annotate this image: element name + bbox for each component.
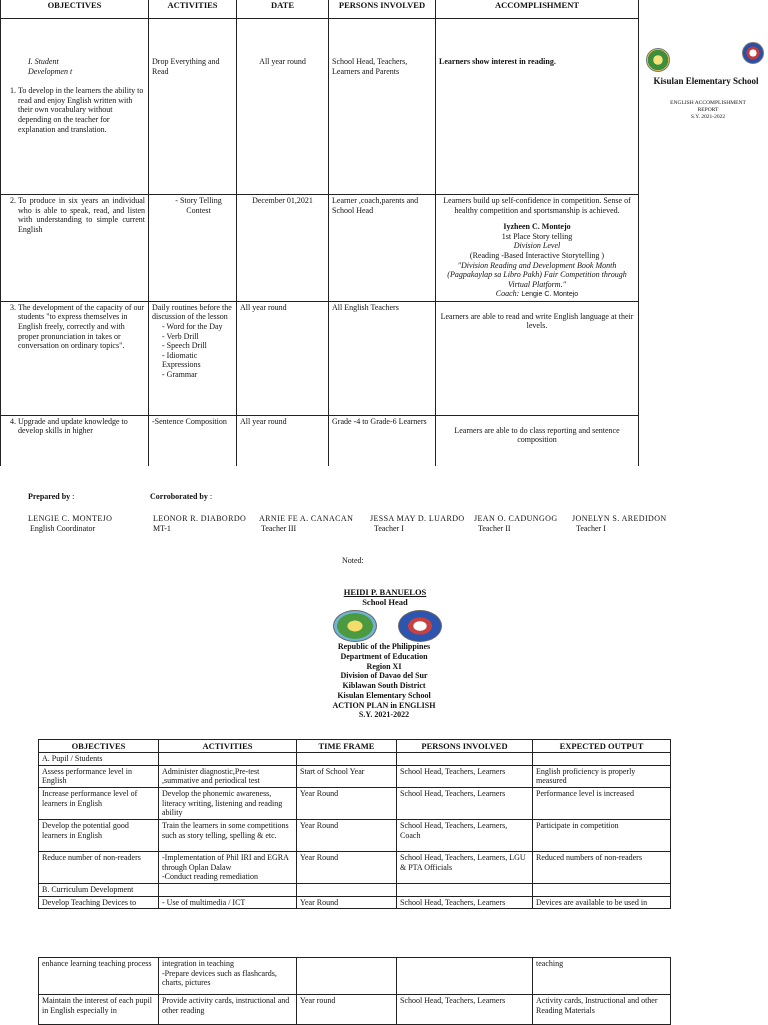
activity-text: -Sentence Composition (149, 415, 237, 466)
letterhead (284, 642, 484, 720)
plan-cell: Reduce number of non-readers (39, 851, 159, 883)
signatory-title: Teacher I (374, 524, 404, 533)
table-row (39, 896, 671, 909)
deped-seal (742, 42, 764, 64)
letterhead-line: Department of Education (340, 651, 428, 661)
letterhead-line: Republic of the Philippines (337, 642, 431, 651)
school-name: Kisulan Elementary School (653, 76, 759, 86)
school-head-title: School Head (362, 597, 408, 607)
school-head-name: HEIDI P. BANUELOS (343, 587, 427, 597)
plan-cell: Maintain the interest of each pupil in English especially in (39, 995, 159, 1025)
activity-item: - Speech Drill (162, 341, 233, 351)
plan-cell: School Head, Teachers, Learners (397, 787, 533, 819)
table-row (39, 819, 671, 851)
header-persons-involved: PERSONS INVOLVED (329, 0, 436, 19)
plan-cell: Develop the potential good learners in English (39, 819, 159, 851)
plan-cell: Year Round (297, 896, 397, 909)
plan-header-time-frame: TIME FRAME (297, 740, 397, 753)
plan-cell: School Head, Teachers, Learners (397, 896, 533, 909)
school-logo (333, 610, 377, 642)
objective-text: 4. Upgrade and update knowledge to develop skills in higher (18, 417, 145, 436)
header-date: DATE (237, 0, 329, 19)
activity-item: - Verb Drill (162, 332, 233, 342)
plan-cell (397, 958, 533, 995)
signatories-block (0, 490, 768, 540)
plan-header-activities: ACTIVITIES (159, 740, 297, 753)
corroborated-label: Corroborated by : (150, 492, 213, 501)
plan-cell: Year round (297, 995, 397, 1025)
activity-text: - Story Telling Contest (164, 196, 233, 215)
objective-text: 2. To produce in six years an individual who is able to speak, read, and listen with understanding to simple current English (18, 196, 145, 234)
plan-header-expected-output: EXPECTED OUTPUT (533, 740, 671, 753)
signatory-name: LENGIE C. MONTEJO (28, 514, 113, 523)
plan-cell: Train the learners in some competitions such as story telling, spelling & etc. (159, 819, 297, 851)
table-row (39, 958, 671, 995)
activity-text: Drop Everything and Read (149, 19, 237, 195)
date-text: December 01,2021 (237, 195, 329, 302)
plan-cell: teaching (533, 958, 671, 995)
signatory-name: JONELYN S. AREDIDON (572, 514, 667, 523)
table-row (1, 19, 639, 195)
accomplishment-text: Learners build up self-confidence in competition. Sense of healthy competition and sportsmanship is achieved. (443, 196, 631, 215)
plan-cell: English proficiency is properly measured (533, 765, 671, 787)
section-heading: I. Student Developmen t (28, 57, 73, 76)
letterhead-line: Division of Davao del Sur (340, 671, 428, 681)
plan-cell: - Use of multimedia / ICT (159, 896, 297, 909)
plan-cell: Increase performance level of learners in English (39, 787, 159, 819)
plan-cell: Performance level is increased (533, 787, 671, 819)
accomplishment-table (0, 0, 639, 466)
date-text: All year round (237, 415, 329, 466)
award-place: 1st Place Story telling (501, 231, 573, 241)
coach-label: Coach: (495, 289, 520, 299)
signatory-title: English Coordinator (30, 524, 96, 533)
signatory-name: JEAN O. CADUNGOG (474, 514, 558, 523)
action-plan-year: S.Y. 2021-2022 (358, 710, 410, 720)
date-text: All year round (237, 19, 329, 195)
plan-cell: Develop Teaching Devices to (39, 896, 159, 909)
plan-cell: School Head, Teachers, Learners, LGU & PTA Officials (397, 851, 533, 883)
header-activities: ACTIVITIES (149, 0, 237, 19)
noted-label: Noted: (342, 556, 364, 565)
persons-text: All English Teachers (329, 301, 436, 415)
plan-header-persons: PERSONS INVOLVED (397, 740, 533, 753)
coach-name: Lengie C. Montejo (521, 291, 579, 299)
table-row (1, 195, 639, 302)
section-label: B. Curriculum Development (39, 883, 159, 896)
school-side-box (640, 18, 768, 128)
plan-cell: -Implementation of Phil IRI and EGRA through Oplan Dalaw -Conduct reading remediation (159, 851, 297, 883)
action-plan-title: ACTION PLAN in ENGLISH (332, 700, 436, 710)
plan-cell: School Head, Teachers, Learners (397, 765, 533, 787)
plan-cell: Provide activity cards, instructional and other reading (159, 995, 297, 1025)
plan-cell: Reduced numbers of non-readers (533, 851, 671, 883)
plan-cell: School Head, Teachers, Learners (397, 995, 533, 1025)
plan-cell: Devices are available to be used in (533, 896, 671, 909)
signatory-name: LEONOR R. DIABORDO (153, 514, 247, 523)
award-level: Division Level (513, 241, 561, 251)
activity-intro: Daily routines before the discussion of the lesson (152, 302, 232, 322)
plan-cell: Participate in competition (533, 819, 671, 851)
section-label: A. Pupil / Students (39, 753, 159, 766)
header-objectives: OBJECTIVES (1, 0, 149, 19)
persons-text: School Head, Teachers, Learners and Parents (329, 19, 436, 195)
signatory-name: JESSA MAY D. LUARDO (370, 514, 465, 523)
signatory-title: Teacher III (261, 524, 297, 533)
table-row (39, 787, 671, 819)
awardee-name: Iyzheen C. Montejo (503, 222, 571, 232)
plan-cell: Administer diagnostic,Pre-test ,summative and periodical test (159, 765, 297, 787)
accomplishment-text: Learners show interest in reading. (436, 19, 639, 195)
plan-cell: School Head, Teachers, Learners, Coach (397, 819, 533, 851)
plan-cell (297, 958, 397, 995)
signatory-name: ARNIE FE A. CANACAN (259, 514, 354, 523)
table-row (1, 415, 639, 466)
school-year: S.Y. 2021-2022 (690, 114, 726, 120)
table-row (39, 851, 671, 883)
plan-header-objectives: OBJECTIVES (39, 740, 159, 753)
table-row (39, 995, 671, 1025)
award-event: "Division Reading and Development Book Month (Pagpakaylap sa Libro Pakh) Fair Competition through Virtual Platform." (447, 260, 627, 289)
plan-cell: Assess performance level in English (39, 765, 159, 787)
objective-text: 1. To develop in the learners the ability to read and enjoy English written with their own vocabulary without depending on the teacher for explanation and translation. (18, 86, 145, 134)
prepared-label: Prepared by : (28, 492, 75, 501)
plan-cell: Develop the phonemic awareness, literacy writing, listening and reading ability (159, 787, 297, 819)
accomplishment-text: Learners are able to do class reporting and sentence composition (436, 415, 639, 466)
table-row (39, 765, 671, 787)
signatory-title: Teacher I (576, 524, 606, 533)
plan-cell: Year Round (297, 787, 397, 819)
accomplishment-text: Learners are able to read and write English language at their levels. (436, 301, 639, 415)
action-plan-table (38, 739, 671, 909)
activity-item: - Word for the Day (162, 322, 233, 332)
accomplishment-report-clip (0, 0, 640, 466)
deped-seal (398, 610, 442, 642)
plan-cell: Start of School Year (297, 765, 397, 787)
persons-text: Learner ,coach,parents and School Head (329, 195, 436, 302)
letterhead-line: Region XI (366, 661, 402, 671)
objective-text: 3. The development of the capacity of our students "to express themselves in English freely, correctly and with proper pronunciation in takes or conversation on ordinary topics". (18, 303, 145, 351)
report-title: ENGLISH ACCOMPLISHMENT REPORT (670, 100, 746, 113)
school-logo (646, 48, 670, 72)
letterhead-line: Kisulan Elementary School (337, 690, 431, 700)
header-accomplishment: ACCOMPLISHMENT (436, 0, 639, 19)
signatory-title: Teacher II (478, 524, 511, 533)
activity-item: - Grammar (162, 370, 233, 380)
plan-cell: enhance learning teaching process (39, 958, 159, 995)
signatory-title: MT-1 (153, 524, 171, 533)
action-plan-table-continued (38, 957, 671, 1025)
plan-cell: integration in teaching -Prepare devices such as flashcards, charts, pictures (159, 958, 297, 995)
letterhead-line: Kiblawan South District (342, 681, 426, 690)
date-text: All year round (237, 301, 329, 415)
plan-cell: Activity cards, Instructional and other Reading Materials (533, 995, 671, 1025)
activity-item: - Idiomatic Expressions (162, 351, 233, 370)
plan-cell: Year Round (297, 851, 397, 883)
persons-text: Grade -4 to Grade-6 Learners (329, 415, 436, 466)
award-category: (Reading -Based Interactive Storytelling ) (469, 250, 605, 260)
plan-cell: Year Round (297, 819, 397, 851)
table-row (1, 301, 639, 415)
